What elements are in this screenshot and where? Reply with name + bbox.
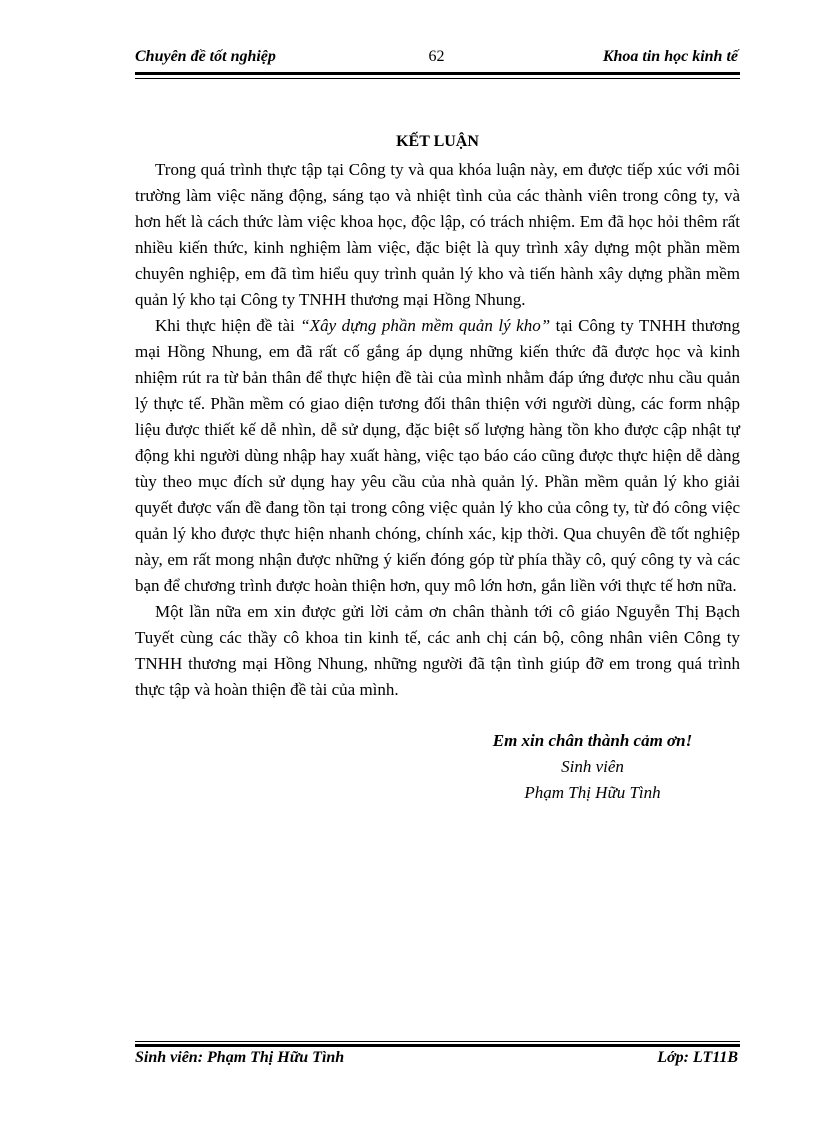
paragraph-2 xyxy=(135,313,740,599)
header-document-type: Chuyên đề tốt nghiệp xyxy=(135,48,276,65)
paragraph-2-rest: tại Công ty TNHH thương mại Hồng Nhung, em đã rất cố gắng áp dụng những kiến thức đã được học và kinh nhiệm rút ra từ bản thân để thực hiện đề tài của mình nhằm đáp ứng được nhu cầu quản lý thực tế. Phần mềm có giao diện tương đối thân thiện với người dùng, các form nhập liệu được thiết kế dễ nhìn, dễ sử dụng, đặc biệt số lượng hàng tồn kho được cập nhật tự động khi người dùng nhập hay xuất hàng, việc tạo báo cáo cũng được thực hiện dễ dàng tùy theo mục đích sử dụng hay yêu cầu của nhà quản lý. Phần mềm quản lý kho giải quyết được vấn đề đang tồn tại trong công việc quản lý kho của công ty, từ đó công việc quản lý kho được thực hiện nhanh chóng, chính xác, kịp thời. Qua chuyên đề tốt nghiệp này, em rất mong nhận được những ý kiến đóng góp từ phía thầy cô, quý công ty và các bạn để chương trình được hoàn thiện hơn, quy mô lớn hơn, gắn liền với thực tế hơn nữa. xyxy=(135,316,741,595)
section-title: KẾT LUẬN xyxy=(396,133,479,150)
signoff-name: Phạm Thị Hữu Tình xyxy=(524,783,661,802)
header-faculty: Khoa tin học kinh tế xyxy=(602,48,738,65)
signoff-role: Sinh viên xyxy=(561,757,624,776)
footer-class: Lớp: LT11B xyxy=(657,1049,738,1066)
page-footer xyxy=(135,1049,738,1071)
paragraph-3: Một lần nữa em xin được gửi lời cảm ơn chân thành tới cô giáo Nguyễn Thị Bạch Tuyết cùng các thầy cô khoa tin kinh tế, các anh chị cán bộ, công nhân viên Công ty TNHH thương mại Hồng Nhung, những người đã tận tình giúp đỡ em trong quá trình thực tập và hoàn thiện đề tài của mình. xyxy=(135,602,740,699)
signoff-thanks: Em xin chân thành cảm ơn! xyxy=(492,731,693,750)
footer-student: Sinh viên: Phạm Thị Hữu Tình xyxy=(135,1049,345,1066)
header-rule-thin xyxy=(135,78,740,79)
page-header xyxy=(135,48,738,70)
header-rule-thick xyxy=(135,72,740,75)
paragraph-2-intro: Khi thực hiện đề tài xyxy=(155,316,301,335)
body-text xyxy=(135,157,740,703)
project-title-quote: “Xây dựng phần mềm quản lý kho” xyxy=(300,316,551,335)
page-number: 62 xyxy=(428,48,445,65)
paragraph-1: Trong quá trình thực tập tại Công ty và qua khóa luận này, em được tiếp xúc với môi trường làm việc năng động, sáng tạo và nhiệt tình của các thành viên trong công ty, và hơn hết là cách thức làm việc khoa học, độc lập, có trách nhiệm. Em đã học hỏi thêm rất nhiều kiến thức, kinh nghiệm làm việc, đặc biệt là quy trình xây dựng một phần mềm chuyên nghiệp, em đã tìm hiểu quy trình quản lý kho và tiến hành xây dựng phần mềm quản lý kho tại Công ty TNHH thương mại Hồng Nhung. xyxy=(135,160,740,309)
signoff xyxy=(480,728,705,806)
footer-rule-thick xyxy=(135,1044,740,1047)
footer-rule-thin xyxy=(135,1041,740,1042)
